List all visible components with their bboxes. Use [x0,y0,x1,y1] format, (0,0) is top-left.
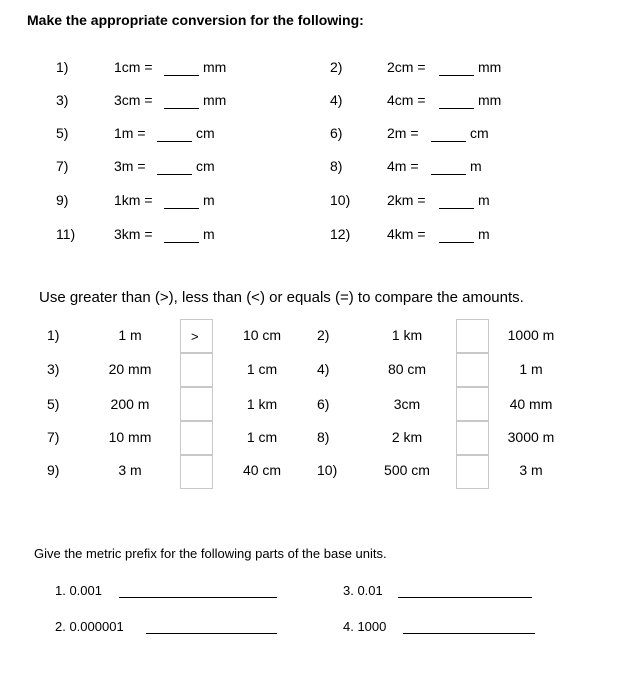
compare-left-amount: 500 cm [384,462,430,478]
compare-right-amount: 1 m [519,361,543,377]
item-number: 3) [47,361,60,377]
answer-blank[interactable] [157,141,192,142]
conversion-expression: 2cm = [387,59,426,75]
answer-blank[interactable] [439,208,474,209]
compare-left-amount: 80 cm [387,361,427,377]
answer-box[interactable] [456,455,489,489]
compare-left-amount: 200 m [110,396,150,412]
item-number: 4) [317,361,330,377]
unit-label: cm [196,125,215,141]
item-number: 11) [56,226,76,242]
compare-left-amount: 1 m [118,327,142,343]
compare-right-amount: 10 cm [242,327,282,343]
unit-label: cm [470,125,489,141]
answer-box[interactable] [456,387,489,421]
conversion-expression: 1km = [114,192,153,208]
answer-blank[interactable] [164,75,199,76]
answer-line[interactable] [119,597,277,598]
unit-label: mm [478,59,502,75]
compare-right-amount: 3 m [519,462,543,478]
answer-blank[interactable] [439,108,474,109]
section2-instruction: Use greater than (>), less than (<) or equals (=) to compare the amounts. [39,289,524,306]
conversion-expression: 3m = [114,158,146,174]
compare-left-amount: 10 mm [108,429,152,445]
item-number: 7) [56,158,69,174]
answer-box[interactable] [180,319,213,353]
item-number: 3) [56,92,69,108]
compare-right-amount: 1 cm [246,429,278,445]
conversion-expression: 4cm = [387,92,426,108]
answer-box[interactable] [456,319,489,353]
item-number: 1) [47,327,60,343]
unit-label: m [478,226,490,242]
item-number: 10) [317,462,338,478]
unit-label: m [203,226,215,242]
answer-blank[interactable] [164,108,199,109]
item-number: 8) [330,158,343,174]
compare-right-amount: 1 cm [246,361,278,377]
compare-left-amount: 20 mm [108,361,152,377]
item-number: 5) [56,125,69,141]
answer-line[interactable] [146,633,277,634]
item-number: 2) [330,59,343,75]
answer-box[interactable] [456,421,489,455]
compare-left-amount: 2 km [391,429,423,445]
prefix-item-label: 3. 0.01 [343,583,383,598]
item-number: 9) [47,462,60,478]
conversion-expression: 3km = [114,226,153,242]
compare-left-amount: 3cm [393,396,421,412]
compare-right-amount: 1 km [246,396,278,412]
compare-right-amount: 3000 m [507,429,555,445]
answer-blank[interactable] [157,174,192,175]
answer-line[interactable] [403,633,535,634]
item-number: 6) [330,125,343,141]
answer-blank[interactable] [431,174,466,175]
answer-line[interactable] [398,597,532,598]
compare-right-amount: 40 cm [242,462,282,478]
answer-blank[interactable] [439,242,474,243]
unit-label: cm [196,158,215,174]
answer-box[interactable] [180,421,213,455]
unit-label: mm [203,59,227,75]
conversion-expression: 3cm = [114,92,153,108]
conversion-expression: 1cm = [114,59,153,75]
answer-blank[interactable] [439,75,474,76]
item-number: 8) [317,429,330,445]
compare-right-amount: 40 mm [509,396,553,412]
section1-title: Make the appropriate conversion for the following: [27,12,364,28]
item-number: 6) [317,396,330,412]
conversion-expression: 4km = [387,226,426,242]
item-number: 10) [330,192,351,208]
answer-symbol: > [191,329,199,344]
unit-label: m [478,192,490,208]
answer-box[interactable] [456,353,489,387]
prefix-item-label: 2. 0.000001 [55,619,124,634]
unit-label: mm [478,92,502,108]
conversion-expression: 4m = [387,158,419,174]
item-number: 7) [47,429,60,445]
compare-right-amount: 1000 m [507,327,555,343]
section3-instruction: Give the metric prefix for the following parts of the base units. [34,546,387,561]
prefix-item-label: 1. 0.001 [55,583,102,598]
answer-blank[interactable] [431,141,466,142]
answer-box[interactable] [180,387,213,421]
conversion-expression: 1m = [114,125,146,141]
answer-blank[interactable] [164,242,199,243]
unit-label: m [470,158,482,174]
unit-label: m [203,192,215,208]
conversion-expression: 2km = [387,192,426,208]
item-number: 9) [56,192,69,208]
compare-left-amount: 1 km [391,327,423,343]
answer-box[interactable] [180,353,213,387]
prefix-item-label: 4. 1000 [343,619,387,634]
item-number: 2) [317,327,330,343]
answer-blank[interactable] [164,208,199,209]
answer-box[interactable] [180,455,213,489]
unit-label: mm [203,92,227,108]
item-number: 1) [56,59,69,75]
item-number: 4) [330,92,343,108]
compare-left-amount: 3 m [118,462,142,478]
conversion-expression: 2m = [387,125,419,141]
item-number: 12) [330,226,351,242]
item-number: 5) [47,396,60,412]
